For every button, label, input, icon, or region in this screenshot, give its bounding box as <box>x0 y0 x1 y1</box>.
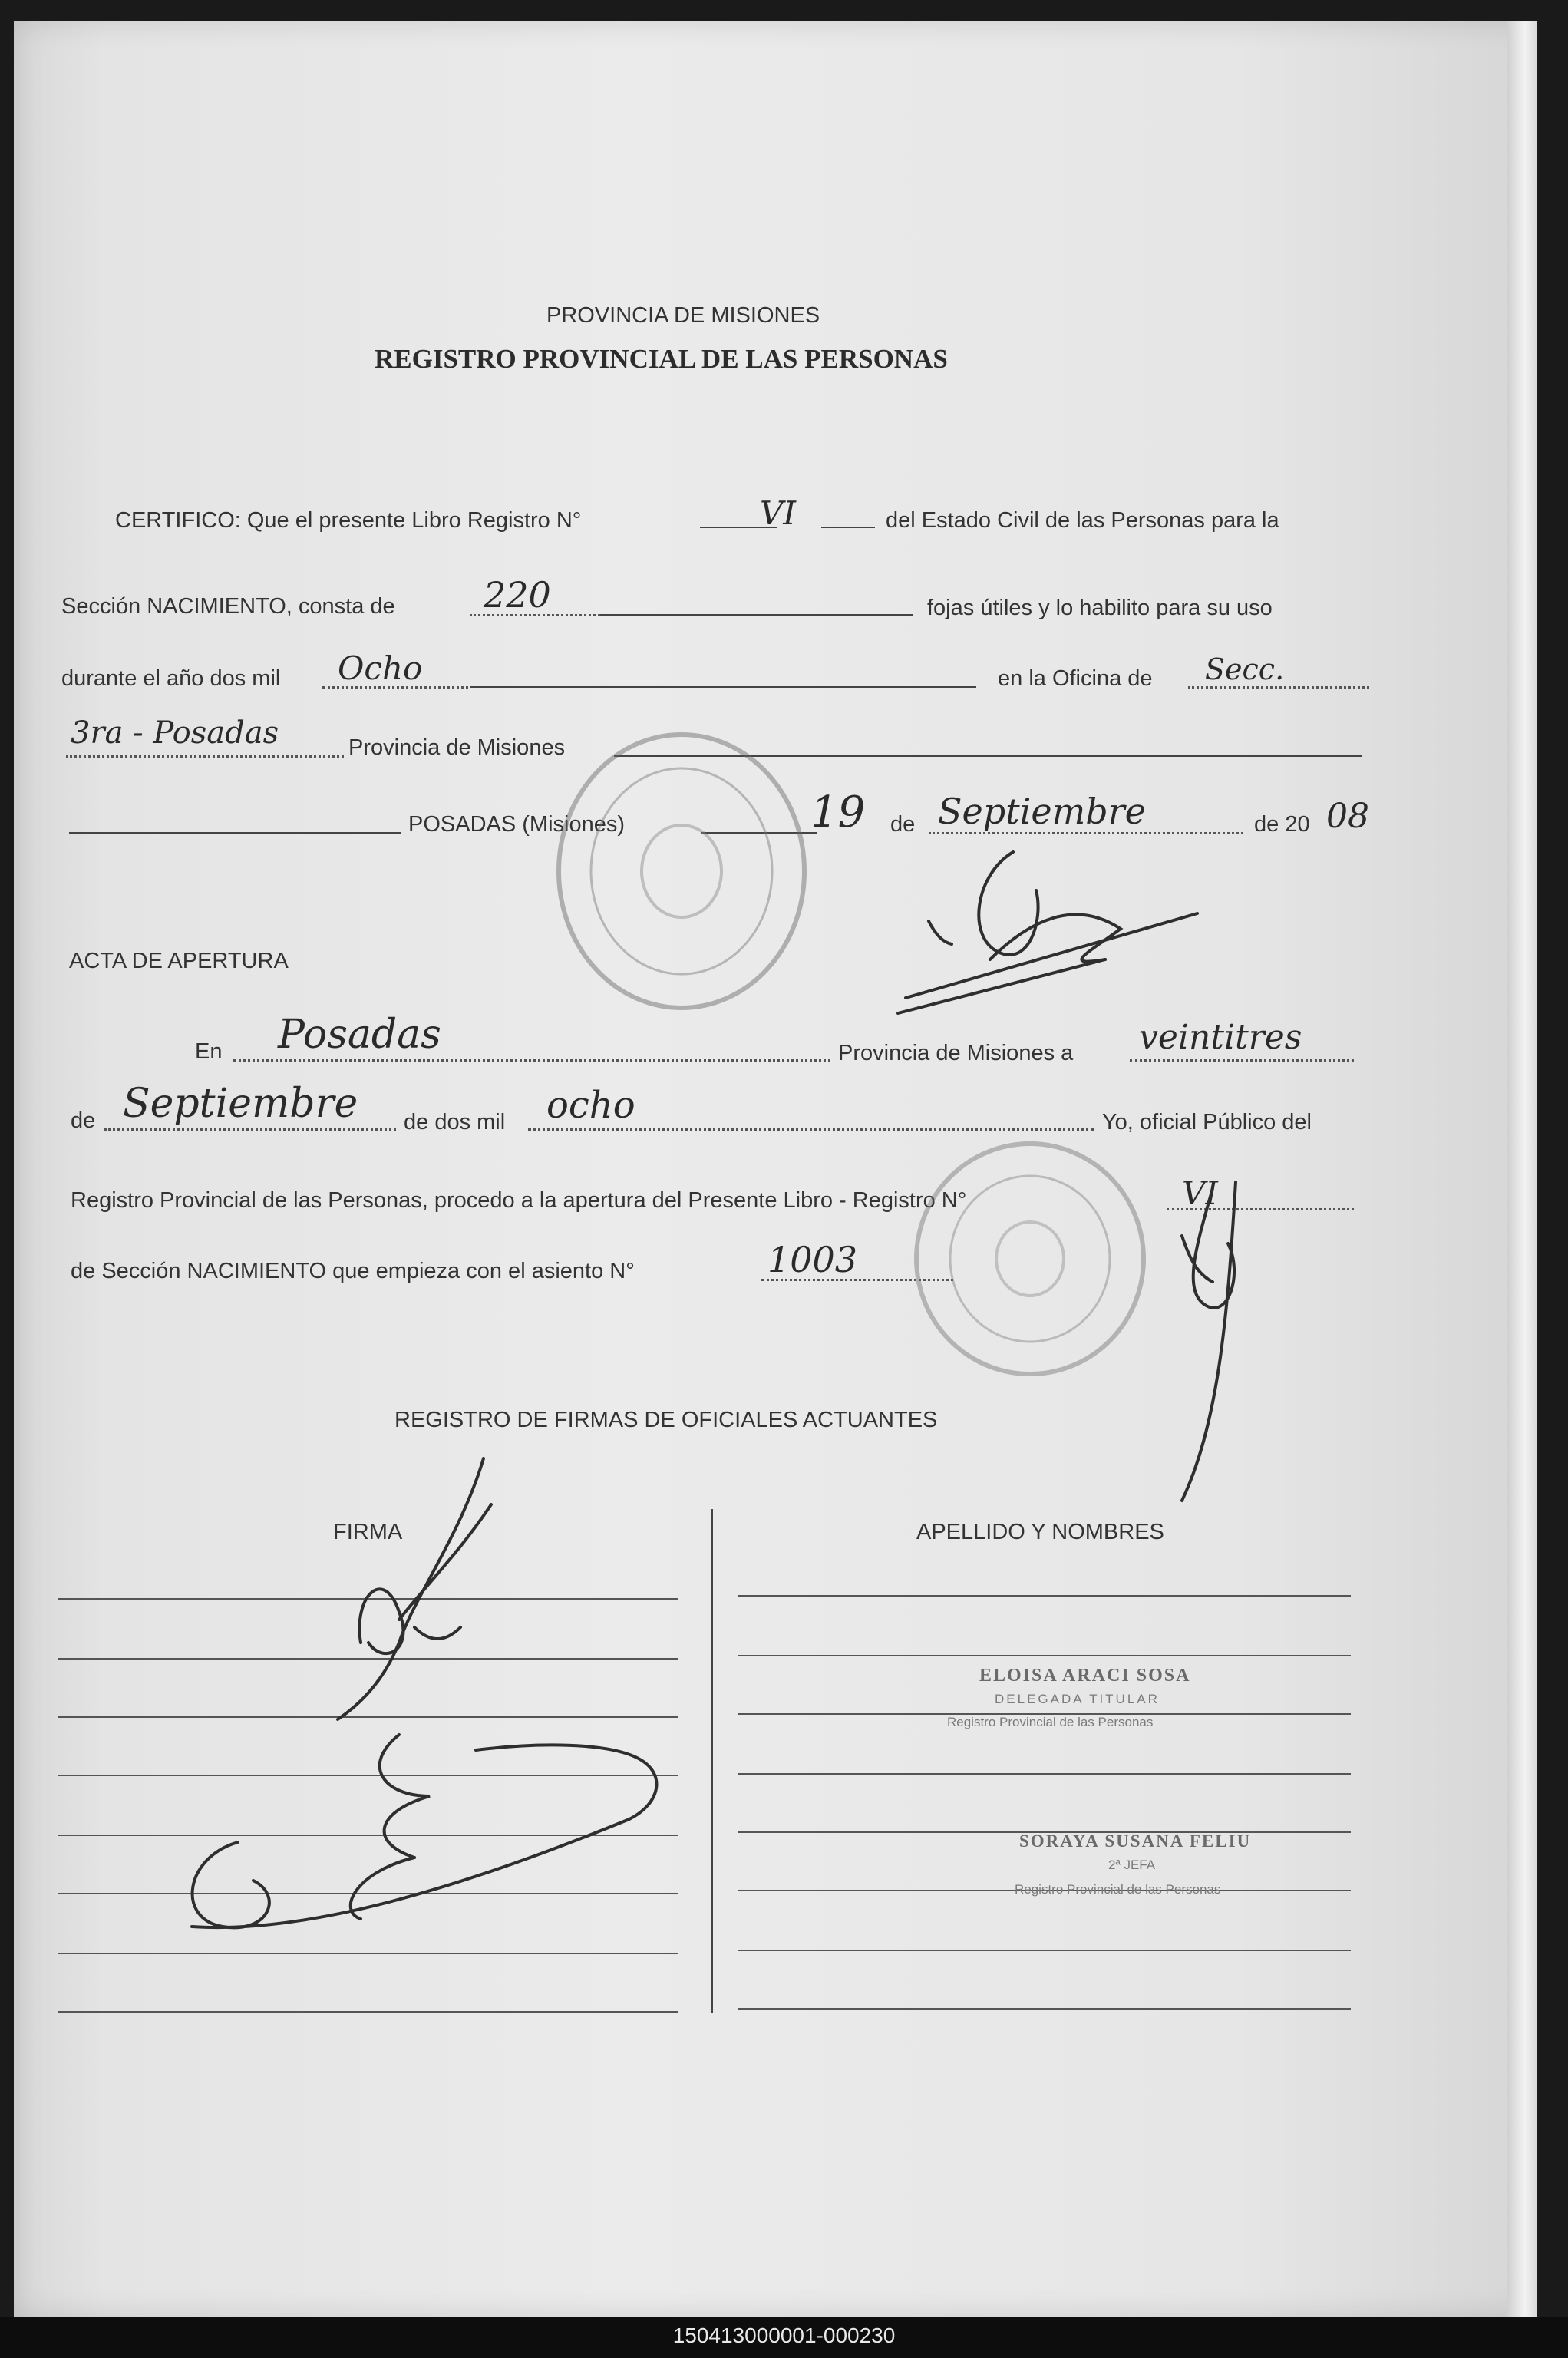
cert-line2-prefix: Sección NACIMIENTO, consta de <box>61 594 395 619</box>
firma-rule <box>58 2011 678 2013</box>
column-divider <box>711 1509 713 2013</box>
stamp2-org: Registro Provincial de las Personas <box>1015 1882 1221 1897</box>
opening-day-words: veintitres <box>1139 1018 1302 1057</box>
document-id: 150413000001-000230 <box>672 2323 896 2347</box>
cert-line3-suffix: en la Oficina de <box>998 666 1153 691</box>
cert-fojas-count: 220 <box>484 574 551 616</box>
firma-rule <box>58 1716 678 1718</box>
stamp1-name: ELOISA ARACI SOSA <box>979 1666 1191 1686</box>
cert-office-a: Secc. <box>1205 652 1285 686</box>
firma-rule <box>58 1893 678 1894</box>
cert-day: 19 <box>810 788 866 837</box>
cert-day-line <box>701 832 817 834</box>
stamp1-title: DELEGADA TITULAR <box>995 1692 1160 1706</box>
cert-year-words: Ocho <box>338 649 423 687</box>
stamp1-org: Registro Provincial de las Personas <box>947 1715 1154 1729</box>
opening-line3: Registro Provincial de las Personas, procedo a la apertura del Presente Libro - Registro N° <box>71 1188 967 1213</box>
cert-line4-line <box>614 755 1362 757</box>
firma-rule <box>58 1953 678 1954</box>
names-rule <box>738 1595 1351 1597</box>
cert-year-line <box>470 686 976 688</box>
cert-line3-prefix: durante el año dos mil <box>61 666 281 691</box>
firma-rule <box>58 1658 678 1660</box>
cert-line1-prefix: CERTIFICO: Que el presente Libro Registro N° <box>115 508 582 533</box>
names-rule <box>738 1655 1351 1656</box>
stamp2-name: SORAYA SUSANA FELIU <box>1019 1831 1252 1851</box>
cert-fojas-line <box>600 614 913 616</box>
opening-de: de <box>71 1108 96 1133</box>
opening-city: Posadas <box>278 1012 441 1058</box>
signatures-heading: REGISTRO DE FIRMAS DE OFICIALES ACTUANTES <box>394 1408 938 1432</box>
province-heading: PROVINCIA DE MISIONES <box>546 303 820 328</box>
opening-line4: de Sección NACIMIENTO que empieza con el asiento N° <box>71 1259 635 1283</box>
stamp2-title: 2ª JEFA <box>1108 1858 1156 1872</box>
opening-day-dots <box>1130 1059 1354 1062</box>
firma-rule <box>58 1835 678 1836</box>
cert-year-prefix: de 20 <box>1254 812 1310 837</box>
cert-line5-lead <box>69 832 401 834</box>
cert-month: Septiembre <box>938 791 1146 832</box>
names-rule <box>738 2008 1351 2010</box>
cert-book-line-b <box>821 527 875 528</box>
opening-province-text: Provincia de Misiones a <box>838 1041 1074 1065</box>
names-rule <box>738 1773 1351 1775</box>
opening-official: Yo, oficial Público del <box>1102 1110 1312 1134</box>
names-rule <box>738 1950 1351 1951</box>
opening-entry-number: 1003 <box>767 1239 858 1280</box>
col-firma: FIRMA <box>333 1520 403 1544</box>
cert-book-number: VI <box>760 494 796 532</box>
cert-place-date: POSADAS (Misiones) <box>408 812 626 837</box>
cert-office-b: 3ra - Posadas <box>71 715 279 751</box>
cert-month-dots <box>929 832 1243 834</box>
registry-heading: REGISTRO PROVINCIAL DE LAS PERSONAS <box>375 344 948 374</box>
opening-en: En <box>195 1039 223 1064</box>
cert-year-suffix: 08 <box>1326 797 1369 836</box>
col-names: APELLIDO Y NOMBRES <box>916 1520 1164 1544</box>
opening-month: Septiembre <box>123 1081 358 1127</box>
cert-line1-suffix: del Estado Civil de las Personas para la <box>886 508 1279 533</box>
opening-city-dots <box>233 1059 830 1062</box>
cert-de: de <box>890 812 916 837</box>
opening-heading: ACTA DE APERTURA <box>69 949 289 973</box>
opening-month-dots <box>104 1128 396 1131</box>
page-edge <box>1507 21 1537 2317</box>
firma-rule <box>58 1598 678 1600</box>
cert-office-dots <box>1188 686 1369 689</box>
opening-book-number: VI <box>1182 1174 1218 1212</box>
opening-year-dots <box>528 1128 1094 1131</box>
opening-dos-mil: de dos mil <box>404 1110 506 1134</box>
cert-line4-suffix: Provincia de Misiones <box>348 735 566 760</box>
opening-year-words: ocho <box>546 1084 635 1127</box>
firma-rule <box>58 1775 678 1776</box>
cert-office-b-dots <box>66 755 344 758</box>
cert-line2-suffix: fojas útiles y lo habilito para su uso <box>927 596 1273 620</box>
